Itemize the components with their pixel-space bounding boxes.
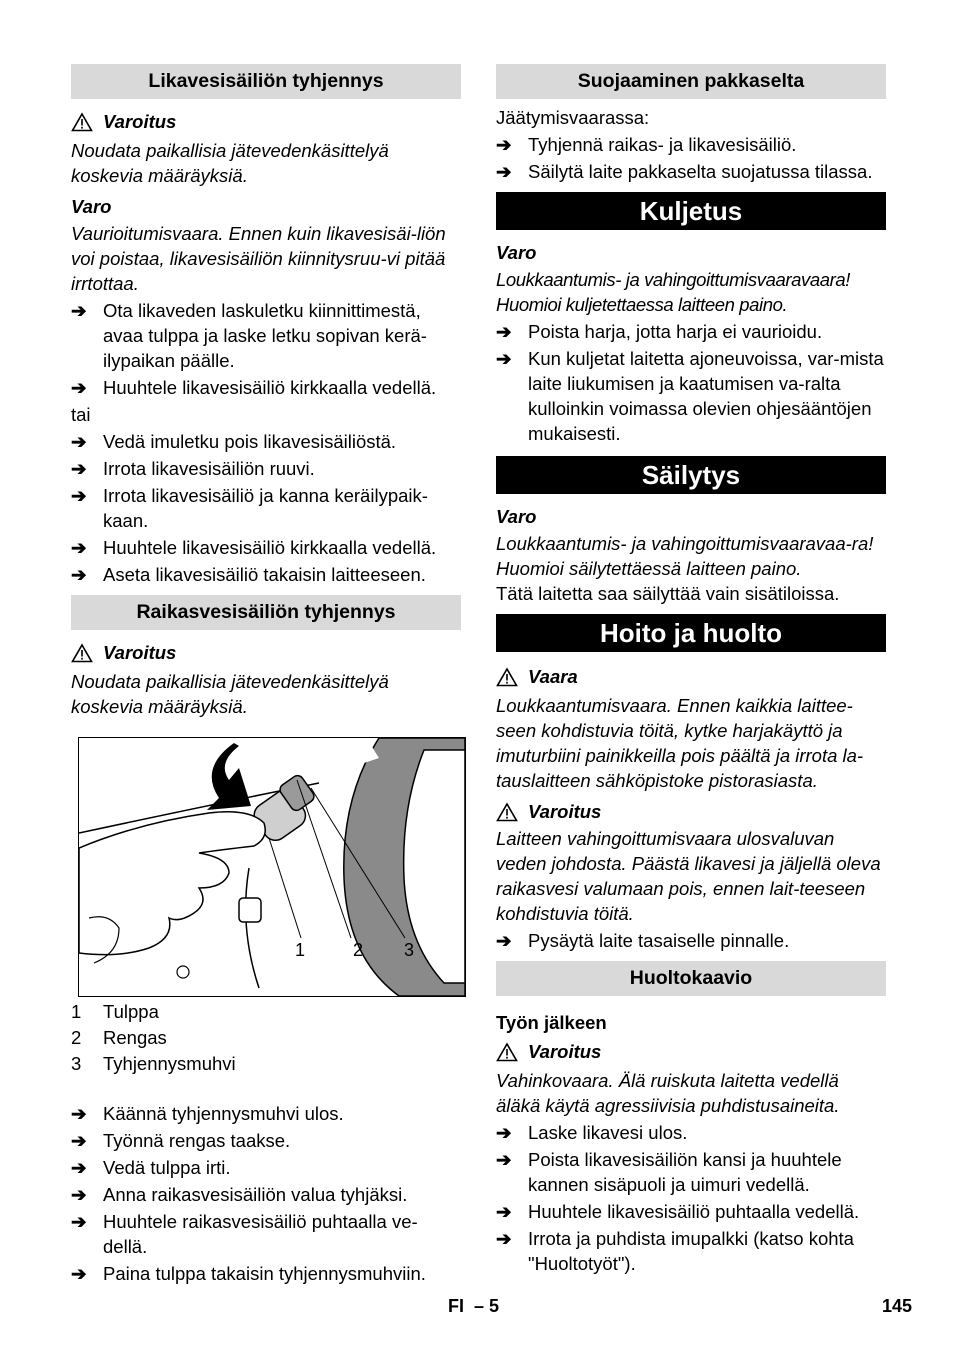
bullet-list xyxy=(496,928,886,953)
section-heading-raikasvesi: Raikasvesisäiliön tyhjennys xyxy=(71,595,461,630)
section-heading-kuljetus: Kuljetus xyxy=(496,192,886,230)
list-item xyxy=(71,1128,461,1153)
caution-label: Varo xyxy=(496,242,537,263)
arrow-right-icon: ➔ xyxy=(71,300,87,321)
caption-item xyxy=(71,999,461,1025)
arrow-right-icon: ➔ xyxy=(496,1122,512,1143)
list-item-text: Huuhtele likavesisäiliö kirkkaalla vedellä. xyxy=(103,537,437,558)
list-item-text: Säilytä laite pakkaselta suojatussa tilassa. xyxy=(528,161,873,182)
figure-captions xyxy=(71,999,461,1077)
list-item-text: Huuhtele likavesisäiliö kirkkaalla vedellä. xyxy=(103,377,437,398)
warning-triangle-icon xyxy=(496,667,518,687)
list-item-text: Poista harja, jotta harja ei vaurioidu. xyxy=(528,321,823,342)
arrow-right-icon: ➔ xyxy=(71,1157,87,1178)
list-item xyxy=(71,1261,461,1286)
bullet-list xyxy=(71,429,461,587)
drain-illustration xyxy=(78,737,466,997)
footer-language: FI – 5 xyxy=(448,1296,500,1316)
callout-1: 1 xyxy=(295,940,306,960)
bullet-list xyxy=(496,319,886,446)
section-heading-sailytys: Säilytys xyxy=(496,456,886,494)
arrow-right-icon: ➔ xyxy=(71,537,87,558)
caution-label: Varo xyxy=(71,196,112,217)
warning-triangle-icon xyxy=(71,643,93,663)
warning-text: Vahinkovaara. Älä ruiskuta laitetta vedellä äläkä käytä agressiivisia puhdistusaineita. xyxy=(496,1070,840,1116)
list-item-text: Tyhjennä raikas- ja likavesisäiliö. xyxy=(528,134,797,155)
list-item xyxy=(496,132,886,157)
caution-text: Loukkaantumis- ja vahingoittumisvaaravaara! Huomioi kuljetettaessa laitteen paino. xyxy=(496,269,851,315)
page-number: 145 xyxy=(881,1296,912,1316)
caption-item xyxy=(71,1051,461,1077)
list-item xyxy=(71,298,461,373)
list-item xyxy=(71,429,461,454)
section-heading-hoito: Hoito ja huolto xyxy=(496,614,886,652)
arrow-right-icon: ➔ xyxy=(496,930,512,951)
arrow-right-icon: ➔ xyxy=(71,1184,87,1205)
bullet-list xyxy=(496,132,886,184)
list-item-text: Huuhtele likavesisäiliö puhtaalla vedellä. xyxy=(528,1201,860,1222)
caption-text: Tyhjennysmuhvi xyxy=(103,1053,236,1074)
warning-triangle-icon xyxy=(496,802,518,822)
warning-text: Noudata paikallisia jätevedenkäsittelyä koskevia määräyksiä. xyxy=(71,671,389,717)
arrow-right-icon: ➔ xyxy=(71,431,87,452)
warning-label: Varoitus xyxy=(71,640,461,665)
arrow-right-icon: ➔ xyxy=(496,1149,512,1170)
list-item-text: Paina tulppa takaisin tyhjennysmuhviin. xyxy=(103,1263,426,1284)
caution-text: Vaurioitumisvaara. Ennen kuin likavesisäi-liön voi poistaa, likavesisäiliön kiinnitysruu-vi pitää irrtottaa. xyxy=(71,223,446,294)
callout-2: 2 xyxy=(353,940,364,960)
list-item-text: Vedä tulppa irti. xyxy=(103,1157,231,1178)
list-item-text: Pysäytä laite tasaiselle pinnalle. xyxy=(528,930,790,951)
left-column xyxy=(71,64,461,1286)
caption-text: Tulppa xyxy=(103,1001,159,1022)
list-item xyxy=(71,1209,461,1259)
callout-3: 3 xyxy=(404,940,415,960)
list-item xyxy=(496,319,886,344)
list-item-text: Huuhtele raikasvesisäiliö puhtaalla ve-dellä. xyxy=(103,1211,418,1257)
storage-text: Tätä laitetta saa säilyttää vain sisätiloissa. xyxy=(496,583,840,604)
list-item xyxy=(496,1226,886,1276)
list-item-text: Poista likavesisäiliön kansi ja huuhtele kannen sisäpuoli ja uimuri vedellä. xyxy=(528,1149,842,1195)
warning-text: Laitteen vahingoittumisvaara ulosvaluvan veden johdosta. Päästä likavesi ja jäljellä oleva raikasvesi valumaan pois, ennen lait-teeseen kohdistuvia töitä. xyxy=(496,828,881,924)
arrow-right-icon: ➔ xyxy=(496,161,512,182)
warning-label: Varoitus xyxy=(71,109,461,134)
list-item-text: Työnnä rengas taakse. xyxy=(103,1130,291,1151)
subheading-after-work: Työn jälkeen xyxy=(496,1012,607,1033)
warning-triangle-icon xyxy=(71,112,93,132)
list-item xyxy=(496,159,886,184)
list-item xyxy=(71,456,461,481)
arrow-right-icon: ➔ xyxy=(71,377,87,398)
caption-number: 2 xyxy=(71,1027,82,1048)
list-item-text: Anna raikasvesisäiliön valua tyhjäksi. xyxy=(103,1184,408,1205)
section-heading-likavesi: Likavesisäiliön tyhjennys xyxy=(71,64,461,99)
arrow-right-icon: ➔ xyxy=(496,1228,512,1249)
list-item-text: Irrota likavesisäiliö ja kanna keräilypaik-kaan. xyxy=(103,485,428,531)
list-item xyxy=(71,483,461,533)
list-item-text: Irrota likavesisäiliön ruuvi. xyxy=(103,458,315,479)
list-item-text: Aseta likavesisäiliö takaisin laitteeseen. xyxy=(103,564,426,585)
arrow-right-icon: ➔ xyxy=(496,1201,512,1222)
warning-label: Varoitus xyxy=(496,1039,886,1064)
bullet-list xyxy=(71,298,461,400)
arrow-right-icon: ➔ xyxy=(496,321,512,342)
bullet-list xyxy=(71,1101,461,1286)
list-item xyxy=(496,1199,886,1224)
warning-triangle-icon xyxy=(496,1042,518,1062)
caution-text: Loukkaantumis- ja vahingoittumisvaaravaa-ra! Huomioi säilytettäessä laitteen paino. xyxy=(496,533,874,579)
section-heading-pakkanen: Suojaaminen pakkaselta xyxy=(496,64,886,99)
arrow-right-icon: ➔ xyxy=(496,134,512,155)
list-item-text: Irrota ja puhdista imupalkki (katso kohta "Huoltotyöt"). xyxy=(528,1228,854,1274)
warning-text: Noudata paikallisia jätevedenkäsittelyä koskevia määräyksiä. xyxy=(71,140,389,186)
list-item xyxy=(71,1101,461,1126)
warning-label: Varoitus xyxy=(496,799,886,824)
caution-label: Varo xyxy=(496,506,537,527)
arrow-right-icon: ➔ xyxy=(71,564,87,585)
caption-number: 3 xyxy=(71,1053,82,1074)
list-item-text: Ota likaveden laskuletku kiinnittimestä, avaa tulppa ja laske letku sopivan kerä-ilypaikan päälle. xyxy=(103,300,427,371)
arrow-right-icon: ➔ xyxy=(71,485,87,506)
caption-number: 1 xyxy=(71,1001,82,1022)
list-item xyxy=(496,1120,886,1145)
arrow-right-icon: ➔ xyxy=(496,348,512,369)
list-item xyxy=(71,1155,461,1180)
list-item xyxy=(496,346,886,446)
arrow-right-icon: ➔ xyxy=(71,458,87,479)
right-column xyxy=(496,64,886,1276)
illustration-drawing xyxy=(79,738,465,996)
list-item-text: Käännä tyhjennysmuhvi ulos. xyxy=(103,1103,344,1124)
list-item xyxy=(71,562,461,587)
caption-text: Rengas xyxy=(103,1027,167,1048)
list-item xyxy=(71,535,461,560)
arrow-right-icon: ➔ xyxy=(71,1103,87,1124)
arrow-right-icon: ➔ xyxy=(71,1211,87,1232)
section-heading-huoltokaavio: Huoltokaavio xyxy=(496,961,886,996)
danger-label: Vaara xyxy=(496,664,886,689)
list-item-text: Kun kuljetat laitetta ajoneuvoissa, var-mista laite liukumisen ja kaatumisen va-ralta kulloinkin voimassa olevien ohjesääntöjen mukaisesti. xyxy=(528,348,884,444)
list-item-text: Laske likavesi ulos. xyxy=(528,1122,688,1143)
bullet-list xyxy=(496,1120,886,1276)
list-item xyxy=(496,928,886,953)
list-item xyxy=(496,1147,886,1197)
list-item-text: Vedä imuletku pois likavesisäiliöstä. xyxy=(103,431,397,452)
list-item xyxy=(71,375,461,400)
danger-text: Loukkaantumisvaara. Ennen kaikkia laittee-seen kohdistuvia töitä, kytke harjakäyttö ja imuturbiini painikkeilla pois päältä ja irrota la-tauslaitteen sähköpistoke pistorasiasta. xyxy=(496,695,864,791)
intro-text: Jäätymisvaarassa: xyxy=(496,107,650,128)
arrow-right-icon: ➔ xyxy=(71,1263,87,1284)
arrow-right-icon: ➔ xyxy=(71,1130,87,1151)
caption-item xyxy=(71,1025,461,1051)
list-item xyxy=(71,1182,461,1207)
or-text: tai xyxy=(71,404,91,425)
